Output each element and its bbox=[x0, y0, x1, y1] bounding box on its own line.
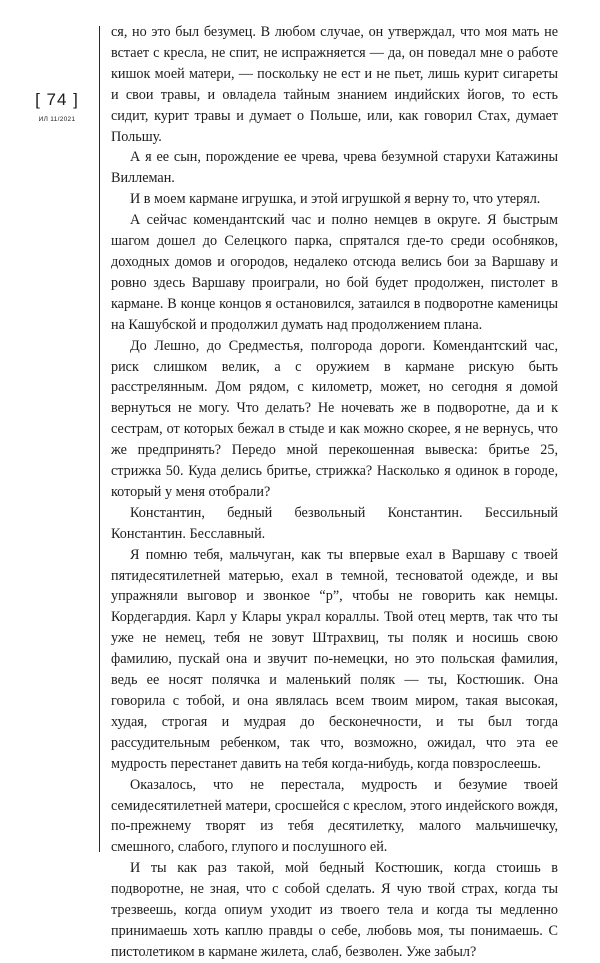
page-number: [ 74 ] bbox=[35, 90, 79, 109]
margin-rule bbox=[99, 26, 100, 852]
journal-issue: ИЛ 11/2021 bbox=[38, 116, 76, 123]
paragraph: Я помню тебя, мальчуган, как ты впервые ехал в Варшаву с твоей пятидесятилетней матерью, ехал в темной, тесноватой одежде, и вы упражняли выговор и звонкое “р”, чтобы не говорить как немцы. Кордегардия. Карл у Клары украл кораллы. Твой отец мертв, так что ты уже не немец, тебя не зовут Штрахвиц, ты поляк и носишь свою фамилию, пускай она и звучит по-немецки, но это польская фамилия, ведь ее носят полячка и маленький поляк — ты, Костюшик. Она говорила с тобой, и она являлась всем твоим миром, такая высокая, худая, строгая и мудрая до бесконечности, и ты был тогда рассудительным ребенком, так что, возможно, ожидал, что эта ее мудрость перестанет давить на тебя когда-нибудь, когда повзрослеешь. bbox=[111, 546, 558, 772]
paragraph: А сейчас комендантский час и полно немцев в округе. Я быстрым шагом дошел до Селецкого парка, спрятался где-то среди особняков, доходных домов и огородов, недалеко отсюда велись бои за Варшаву и ровно здесь Варшаву проиграли, но бой будет продолжен, пистолет в кармане. В конце концов я остановился, затаился в подворотне каменицы на Кашубской и продолжил думать над продолжением плана. bbox=[111, 212, 558, 333]
paragraph: И в моем кармане игрушка, и этой игрушкой я верну то, что утерял. bbox=[130, 191, 541, 208]
paragraph: До Лешно, до Средместья, полгорода дороги. Комендантский час, риск слишком велик, а с оружием в кармане рискую быть расстрелянным. Дом рядом, с километр, может, но сегодня я домой вернуться не могу. Что делать? Не ночевать же в подворотне, да и к сестрам, от которых бежал в стыде и как можно скорее, я не вернусь, что же предпринять? Передо мной перекошенная вывеска: бритье 25, стрижка 50. Куда делись бритье, стрижка? Насколько я одинок в городе, который у меня отобрали? bbox=[111, 337, 558, 500]
paragraph: Константин, бедный безвольный Константин. Бессильный Константин. Бесславный. bbox=[111, 504, 558, 542]
paragraph: Оказалось, что не перестала, мудрость и безумие твоей семидесятилетней матери, сросшейся с креслом, этого индейского вождя, по-прежнему творят из тебя десятилетку, малого мальчишечку, смешного, слабого, глупого и послушного ей. bbox=[111, 776, 558, 856]
paragraph: А я ее сын, порождение ее чрева, чрева безумной старухи Катажины Виллеман. bbox=[111, 149, 558, 187]
body-text bbox=[111, 22, 558, 963]
paragraph: И ты как раз такой, мой бедный Костюшик, когда стоишь в подворотне, не зная, что с собой сделать. Я чую твой страх, когда ты трезвеешь, когда опиум уходит из твоего тела и когда ты медленно принимаешь хоть каплю правды о себе, любовь моя, ты понимаешь. С пистолетиком в кармане жилета, слаб, безволен. Уже забыл? bbox=[111, 860, 558, 960]
paragraph: ся, но это был безумец. В любом случае, он утверждал, что моя мать не встает с кресла, не спит, не испражняется — да, он поведал мне о работе кишок моей матери, — поскольку не ест и не пьет, лишь курит сигареты и свои травы, и овладела тайным знанием индийских йогов, то есть сидит, курит травы и думает о Польше, или, как говорил Стах, думает Польшу. bbox=[111, 24, 558, 145]
